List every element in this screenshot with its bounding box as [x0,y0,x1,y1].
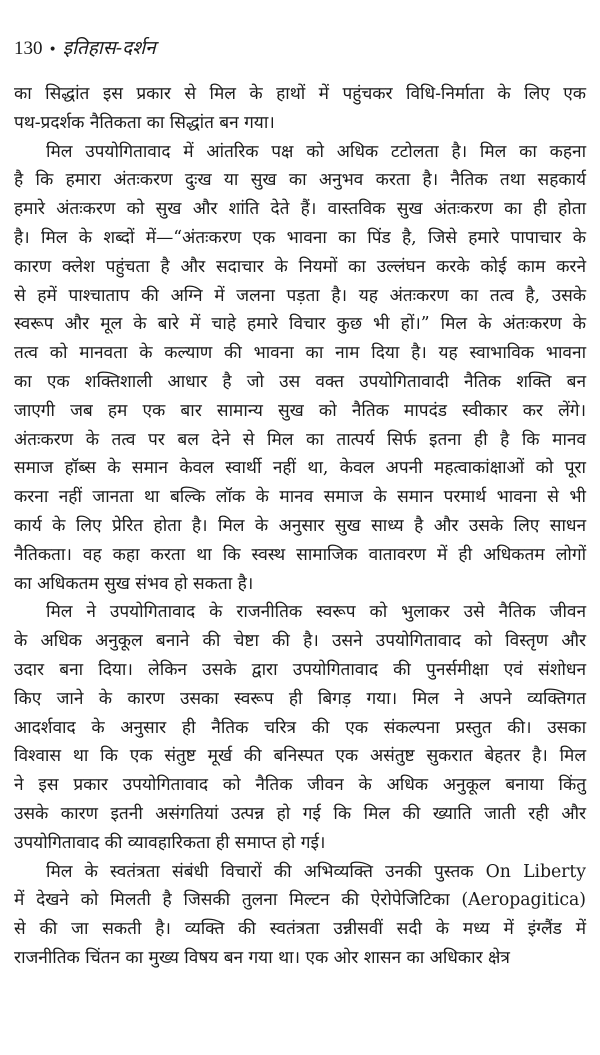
page-number: 130 [14,38,43,59]
paragraph [14,858,586,973]
bullet-separator: • [48,42,57,58]
text-line: है कि हमारा अंतःकरण दुःख या सुख का अनुभव करता है। नैतिक तथा सहकार्य [14,170,586,191]
text-line: कारण क्लेश पहुंचता है और सदाचार के नियमों का उल्लंघन करके कोई काम करने [14,256,586,277]
paragraph [14,138,586,599]
text-line: हमारे अंतःकरण को सुख और शांति देते हैं। वास्तविक सुख अंतःकरण का ही होता [14,199,586,220]
text-line: उसके कारण इतनी असंगतियां उत्पन्न हो गई कि मिल की ख्याति जाती रही और [14,803,586,824]
running-title: इतिहास-दर्शन [62,37,156,59]
text-line: मिल ने उपयोगितावाद के राजनीतिक स्वरूप को भुलाकर उसे नैतिक जीवन [46,602,586,623]
text-line: स्वरूप और मूल के बारे में चाहे हमारे विचार कुछ भी हों।” मिल के अंतःकरण के [14,314,586,335]
text-line: का अधिकतम सुख संभव हो सकता है। [14,573,254,594]
text-line: जाएगी जब हम एक बार सामान्य सुख को नैतिक मापदंड स्वीकार कर लेंगे। [14,400,586,421]
text-line: करना नहीं जानता था बल्कि लॉक के मानव समाज के समान परमार्थ भावना से भी [14,487,586,508]
text-line: राजनीतिक चिंतन का मुख्य विषय बन गया था। एक ओर शासन का अधिकार क्षेत्र [14,947,510,968]
text-line: अंतःकरण के तत्व पर बल देने से मिल का तात्पर्य सिर्फ इतना ही है कि मानव [14,429,586,450]
text-line: है। मिल के शब्दों में—“अंतःकरण एक भावना का पिंड है, जिसे हमारे पापाचार के [14,227,586,248]
text-line: किए जाने के कारण उसका स्वरूप ही बिगड़ गया। मिल ने अपने व्यक्तिगत [14,688,586,709]
text-line: कार्य के लिए प्रेरित होता है। मिल के अनुसार सुख साध्य है और उसके लिए साधन [14,515,586,536]
text-line: में देखने को मिलती है जिसकी तुलना मिल्टन की ऐरोपेजिटिका (Aeropagitica) [14,890,586,911]
text-line: के अधिक अनुकूल बनाने की चेष्टा की है। उसने उपयोगितावाद को विस्तृण और [14,631,586,652]
text-line: मिल के स्वतंत्रता संबंधी विचारों की अभिव्यक्ति उनकी पुस्तक On Liberty [46,861,586,882]
text-line: से हमें पाश्चाताप की अग्नि में जलना पड़ता है। यह अंतःकरण का तत्व है, उसके [14,285,586,306]
text-line: तत्व को मानवता के कल्याण की भावना का नाम दिया है। यह स्वाभाविक भावना [14,343,586,364]
body-text [14,80,586,973]
text-line: पथ-प्रदर्शक नैतिकता का सिद्धांत बन गया। [14,112,275,133]
text-line: विश्वास था कि एक संतुष्ट मूर्ख की बनिस्पत एक असंतुष्ट सुकरात बेहतर है। मिल [14,746,586,767]
text-line: का एक शक्तिशाली आधार है जो उस वक्त उपयोगितावादी नैतिक शक्ति बन [14,371,586,392]
text-line: का सिद्धांत इस प्रकार से मिल के हाथों में पहुंचकर विधि-निर्माता के लिए एक [14,84,586,104]
paragraph [14,598,586,857]
text-line: उपयोगितावाद की व्यावहारिकता ही समाप्त हो गई। [14,832,326,853]
text-line: से की जा सकती है। व्यक्ति की स्वतंत्रता उन्नीसवीं सदी के मध्य में इंग्लैंड में [14,919,586,940]
text-line: उदार बना दिया। लेकिन उसके द्वारा उपयोगितावाद की पुनर्समीक्षा एवं संशोधन [14,659,586,680]
text-line: समाज हॉब्स के समान केवल स्वार्थी नहीं था, केवल अपनी महत्वाकांक्षाओं को पूरा [14,458,586,479]
paragraph [14,80,586,138]
text-line: मिल उपयोगितावाद में आंतरिक पक्ष को अधिक टटोलता है। मिल का कहना [46,141,586,162]
running-head [14,36,586,62]
text-line: नैतिकता। वह कहा करता था कि स्वस्थ सामाजिक वातावरण में ही अधिकतम लोगों [14,544,586,565]
text-line: ने इस प्रकार उपयोगितावाद को नैतिक जीवन के अधिक अनुकूल बनाया किंतु [14,775,586,796]
text-line: आदर्शवाद के अनुसार ही नैतिक चरित्र की एक संकल्पना प्रस्तुत की। उसका [14,717,586,738]
